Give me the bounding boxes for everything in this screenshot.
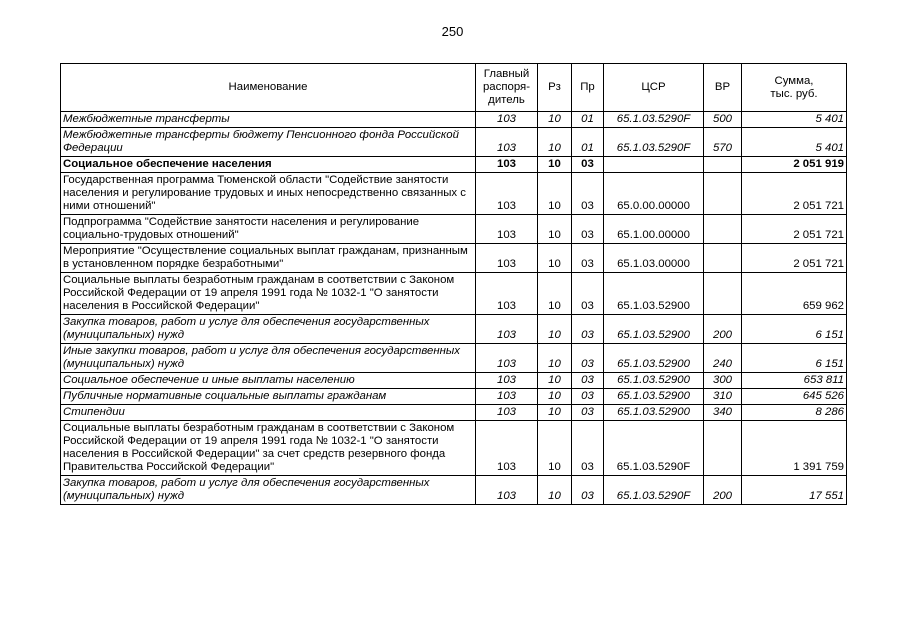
cell-csr: 65.1.03.5290F xyxy=(604,421,704,476)
cell-name: Социальные выплаты безработным гражданам в соответствии с Законом Российской Федерации от 19 апреля 1991 года № 1032-1 "О занятости населения в Российской Федерации" за счет средств резервного фонда Правительства Российской Федерации" xyxy=(61,421,476,476)
cell-pr: 03 xyxy=(572,173,604,215)
table-row xyxy=(61,315,847,344)
cell-vr: 570 xyxy=(704,128,742,157)
cell-name: Публичные нормативные социальные выплаты гражданам xyxy=(61,389,476,405)
cell-pr: 03 xyxy=(572,405,604,421)
cell-sum: 653 811 xyxy=(742,373,847,389)
cell-csr: 65.1.03.52900 xyxy=(604,315,704,344)
cell-csr: 65.1.03.5290F xyxy=(604,476,704,505)
cell-admin: 103 xyxy=(476,273,538,315)
cell-csr xyxy=(604,157,704,173)
cell-rz: 10 xyxy=(538,421,572,476)
cell-vr: 500 xyxy=(704,112,742,128)
cell-pr: 03 xyxy=(572,315,604,344)
cell-sum: 17 551 xyxy=(742,476,847,505)
cell-rz: 10 xyxy=(538,344,572,373)
cell-name: Социальные выплаты безработным гражданам в соответствии с Законом Российской Федерации от 19 апреля 1991 года № 1032-1 "О занятости населения в Российской Федерации" xyxy=(61,273,476,315)
cell-admin: 103 xyxy=(476,128,538,157)
cell-vr xyxy=(704,244,742,273)
cell-admin: 103 xyxy=(476,476,538,505)
cell-name: Государственная программа Тюменской области "Содействие занятости населения и регулирование трудовых и иных непосредственно связанных с ними отношений" xyxy=(61,173,476,215)
cell-pr: 03 xyxy=(572,157,604,173)
column-header-csr: ЦСР xyxy=(604,64,704,112)
cell-name: Закупка товаров, работ и услуг для обеспечения государственных (муниципальных) нужд xyxy=(61,476,476,505)
table-row xyxy=(61,157,847,173)
cell-vr xyxy=(704,157,742,173)
column-header-sum-line: Сумма, xyxy=(774,74,814,87)
cell-vr: 310 xyxy=(704,389,742,405)
cell-name: Социальное обеспечение населения xyxy=(61,157,476,173)
cell-name: Межбюджетные трансферты xyxy=(61,112,476,128)
cell-vr: 200 xyxy=(704,315,742,344)
cell-rz: 10 xyxy=(538,244,572,273)
cell-admin: 103 xyxy=(476,389,538,405)
cell-admin: 103 xyxy=(476,373,538,389)
cell-sum: 2 051 721 xyxy=(742,244,847,273)
table-row xyxy=(61,389,847,405)
cell-csr: 65.1.03.52900 xyxy=(604,344,704,373)
table-row xyxy=(61,421,847,476)
cell-rz: 10 xyxy=(538,128,572,157)
cell-vr xyxy=(704,273,742,315)
cell-rz: 10 xyxy=(538,273,572,315)
cell-name: Социальное обеспечение и иные выплаты населению xyxy=(61,373,476,389)
column-header-admin-line: дитель xyxy=(488,94,525,106)
cell-csr: 65.1.03.52900 xyxy=(604,405,704,421)
cell-csr: 65.1.03.5290F xyxy=(604,112,704,128)
cell-rz: 10 xyxy=(538,173,572,215)
cell-rz: 10 xyxy=(538,112,572,128)
table-row xyxy=(61,112,847,128)
cell-admin: 103 xyxy=(476,421,538,476)
table-row xyxy=(61,244,847,273)
cell-sum: 5 401 xyxy=(742,112,847,128)
cell-rz: 10 xyxy=(538,157,572,173)
cell-rz: 10 xyxy=(538,405,572,421)
table-row xyxy=(61,373,847,389)
cell-vr xyxy=(704,215,742,244)
cell-csr: 65.1.03.52900 xyxy=(604,389,704,405)
cell-vr: 300 xyxy=(704,373,742,389)
cell-csr: 65.1.03.52900 xyxy=(604,273,704,315)
cell-sum: 645 526 xyxy=(742,389,847,405)
cell-pr: 03 xyxy=(572,373,604,389)
cell-rz: 10 xyxy=(538,315,572,344)
table-row xyxy=(61,405,847,421)
column-header-sum-line: тыс. руб. xyxy=(770,87,818,100)
cell-sum: 659 962 xyxy=(742,273,847,315)
column-header-rz: Рз xyxy=(538,64,572,112)
cell-csr: 65.0.00.00000 xyxy=(604,173,704,215)
cell-pr: 03 xyxy=(572,421,604,476)
column-header-sum xyxy=(742,64,847,112)
cell-sum: 8 286 xyxy=(742,405,847,421)
cell-pr: 03 xyxy=(572,215,604,244)
column-header-admin-line: распоря- xyxy=(482,81,531,93)
cell-name: Стипендии xyxy=(61,405,476,421)
cell-pr: 01 xyxy=(572,128,604,157)
cell-sum: 2 051 919 xyxy=(742,157,847,173)
table-row xyxy=(61,344,847,373)
cell-pr: 03 xyxy=(572,476,604,505)
cell-admin: 103 xyxy=(476,405,538,421)
cell-rz: 10 xyxy=(538,373,572,389)
column-header-admin xyxy=(476,64,538,112)
cell-sum: 2 051 721 xyxy=(742,173,847,215)
cell-vr xyxy=(704,421,742,476)
cell-vr: 340 xyxy=(704,405,742,421)
cell-admin: 103 xyxy=(476,215,538,244)
cell-pr: 03 xyxy=(572,344,604,373)
cell-name: Мероприятие "Осуществление социальных выплат гражданам, признанным в установленном порядке безработными" xyxy=(61,244,476,273)
cell-sum: 5 401 xyxy=(742,128,847,157)
cell-csr: 65.1.03.5290F xyxy=(604,128,704,157)
cell-sum: 6 151 xyxy=(742,344,847,373)
column-header-admin-line: Главный xyxy=(483,68,530,80)
cell-admin: 103 xyxy=(476,157,538,173)
cell-rz: 10 xyxy=(538,215,572,244)
cell-pr: 03 xyxy=(572,273,604,315)
cell-csr: 65.1.00.00000 xyxy=(604,215,704,244)
cell-rz: 10 xyxy=(538,476,572,505)
table-row xyxy=(61,128,847,157)
table-body xyxy=(61,112,847,505)
cell-pr: 01 xyxy=(572,112,604,128)
cell-name: Закупка товаров, работ и услуг для обеспечения государственных (муниципальных) нужд xyxy=(61,315,476,344)
cell-pr: 03 xyxy=(572,244,604,273)
cell-admin: 103 xyxy=(476,244,538,273)
budget-table xyxy=(60,63,847,505)
cell-rz: 10 xyxy=(538,389,572,405)
cell-admin: 103 xyxy=(476,112,538,128)
column-header-pr: Пр xyxy=(572,64,604,112)
cell-csr: 65.1.03.00000 xyxy=(604,244,704,273)
cell-vr xyxy=(704,173,742,215)
cell-sum: 1 391 759 xyxy=(742,421,847,476)
cell-vr: 240 xyxy=(704,344,742,373)
table-header-row xyxy=(61,64,847,112)
cell-name: Межбюджетные трансферты бюджету Пенсионного фонда Российской Федерации xyxy=(61,128,476,157)
cell-pr: 03 xyxy=(572,389,604,405)
table-row xyxy=(61,476,847,505)
table-row xyxy=(61,215,847,244)
table-row xyxy=(61,173,847,215)
cell-name: Иные закупки товаров, работ и услуг для обеспечения государственных (муниципальных) нужд xyxy=(61,344,476,373)
cell-admin: 103 xyxy=(476,173,538,215)
column-header-vr: ВР xyxy=(704,64,742,112)
cell-admin: 103 xyxy=(476,315,538,344)
page-number: 250 xyxy=(441,24,464,39)
cell-vr: 200 xyxy=(704,476,742,505)
table-row xyxy=(61,273,847,315)
cell-name: Подпрограмма "Содействие занятости населения и регулирование социально-трудовых отношений" xyxy=(61,215,476,244)
column-header-name: Наименование xyxy=(61,64,476,112)
cell-sum: 2 051 721 xyxy=(742,215,847,244)
cell-admin: 103 xyxy=(476,344,538,373)
cell-csr: 65.1.03.52900 xyxy=(604,373,704,389)
cell-sum: 6 151 xyxy=(742,315,847,344)
